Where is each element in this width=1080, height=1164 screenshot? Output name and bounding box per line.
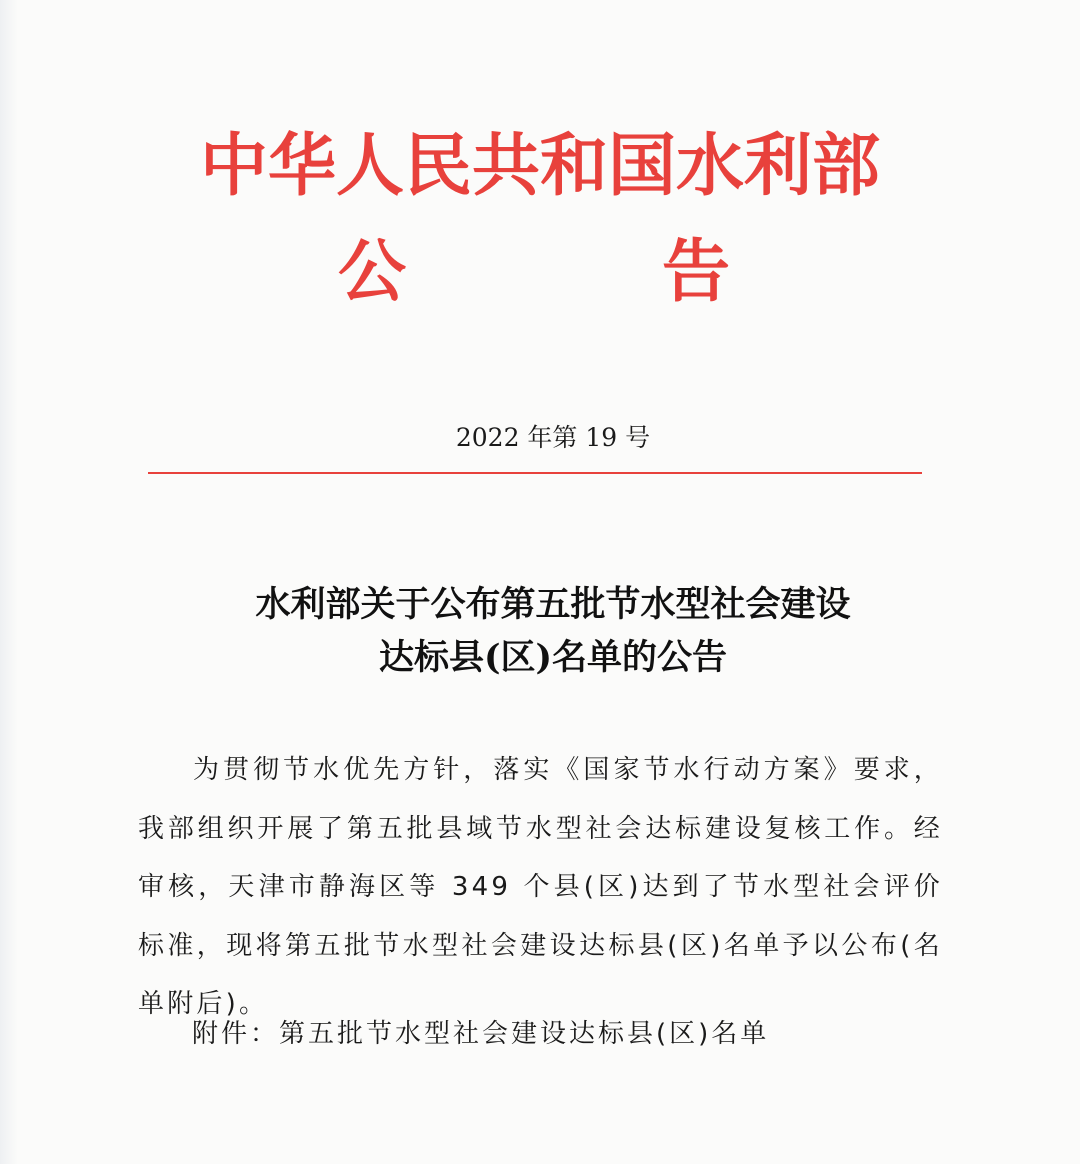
document-number: 2022 年第 19 号 bbox=[455, 423, 651, 452]
body-paragraph: 为贯彻节水优先方针，落实《国家节水行动方案》要求，我部组织开展了第五批县域节水型社会达标建设复核工作。经审核，天津市静海区等 349 个县(区)达到了节水型社会评价标准，现将第五批节水型社会建设达标县(区)名单予以公布(名单附后)。 bbox=[138, 755, 943, 1019]
issuing-organization: 中华人民共和国水利部 bbox=[200, 126, 881, 206]
attachment-note: 附件：第五批节水型社会建设达标县(区)名单 bbox=[192, 1019, 770, 1049]
red-separator-line bbox=[148, 472, 922, 474]
document-type-char-1: 公 bbox=[338, 232, 407, 312]
document-type-char-2: 告 bbox=[662, 232, 731, 312]
notice-title-line-2: 达标县(区)名单的公告 bbox=[378, 637, 728, 678]
notice-title-line-1: 水利部关于公布第五批节水型社会建设 bbox=[255, 584, 851, 625]
